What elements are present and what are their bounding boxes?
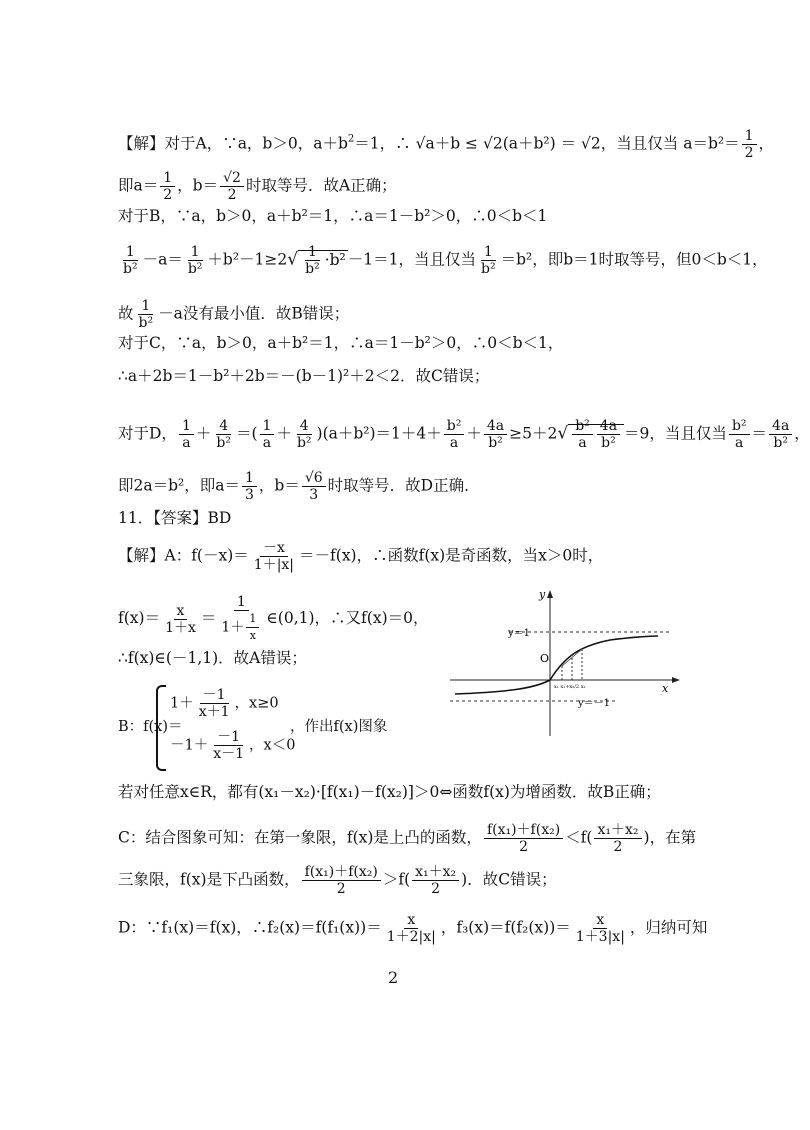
asymptote-bottom-label: y＝－1 [578,698,611,709]
line-a-equality: 即a＝ $\frac{1}{2}$ ，b＝ $\frac{√2}{2}$ 时取等号．故A正确； [118,170,397,203]
line-b-inequality: $\frac{1}{\text{b²}}$ －a＝ $\frac{1}{\text{b²}}$ ＋b²－1≥2√ $\frac{1}{\text{b²}}$ ·b² －1＝1，当且仅当 $\frac{1}{\text{b²}}$ ＝b²，即b＝1时取等号，但0＜b＜1， [123,244,768,277]
line-13: ∴f(x)∈(－1,1)．故A错误； [118,649,307,667]
line-c-part1: C：结合图象可知：在第一象限，f(x)是上凸的函数， $\frac{\text{f(x₁)＋f(x₂)}}{2}$ ＜f( $\frac{\text{x₁＋x₂}}{2}$ )，在第 [118,822,697,855]
asymptote-top-label: y＝1 [508,628,531,639]
line-c-intro: 对于C，∵a，b＞0，a＋b²＝1，∴a＝1－b²＞0，∴0＜b＜1， [118,334,564,352]
line-12: f(x)＝ $\frac{x}{1+x}$ ＝ 1 1＋ $\frac{1}{x}$ ∈(0,1)，∴又f(x)＝0， [118,594,429,642]
tick-labels: x₁ x₁+x₂/2 x₂ [554,684,586,690]
y-axis-label: y [539,588,546,601]
origin-label: O [540,652,550,665]
fraction-half: $\frac{1}{2}$ [742,128,757,161]
page-number: 2 [388,968,399,987]
x-axis-label: x [662,682,669,695]
answer-heading: 11．【答案】BD [118,509,232,527]
line-d-induction: D：∵f₁(x)＝f(x)，∴f₂(x)＝f(f₁(x))＝ $\frac{x}{1+2|x|}$ ，f₃(x)＝f(f₂(x))＝ $\frac{x}{1+3|x|}$ ，归纳可知 [118,912,708,945]
line-a-intro: 【解】对于A，∵a，b＞0，$a+b^2=1$，∴ √a＋b ≤ √2(a＋b²) ＝ √2，当且仅当 a＝b²＝ $\frac{1}{2}$ ， [118,128,775,161]
function-graph [450,588,680,736]
line-b-conclusion: 故 $\frac{1}{\text{b²}}$ －a没有最小值．故B错误； [118,298,350,331]
line-c-conclusion: ∴a＋2b＝1－b²＋2b＝－(b－1)²＋2＜2．故C错误； [118,367,490,385]
line-11a: 【解】A：f(－x)＝ $\frac{-x}{1+|x|}$ ＝－f(x)，∴函数f(x)是奇函数，当x＞0时， [118,540,604,573]
inequality-a: √a＋b ≤ √2(a＋b²) ＝ √2 [415,134,601,153]
line-c-part2: 三象限，f(x)是下凸函数， $\frac{\text{f(x₁)＋f(x₂)}}{2}$ ＞f( $\frac{\text{x₁＋x₂}}{2}$ )．故C错误； [118,864,557,897]
line-d-inequality: 对于D， $\frac{1}{a}$ ＋ $\frac{4}{\text{b²}}$ ＝( $\frac{1}{a}$ ＋ $\frac{4}{\text{b²}}$ )(a＋b²)＝1＋4＋ $\frac{\text{b²}}{a}$ ＋ $\frac{4a}{\text{b²}}$ ≥5＋2√ $\frac{\text{b²}}{a}$ $\frac{4a}{\text{b²}}$ ＝9，当且仅当 $\frac{\text{b²}}{a}$ ＝ $\frac{4a}{\text{b²}}$ ， [118,418,810,451]
line-b-intro: 对于B，∵a，b＞0，a＋b²＝1，∴a＝1－b²＞0，∴0＜b＜1 [118,207,548,225]
line-d-conclusion: 即2a＝b²，即a＝ $\frac{1}{3}$ ，b＝ $\frac{√6}{3}$ 时取等号．故D正确． [118,470,480,503]
y-axis-arrow [547,590,553,598]
x-axis-arrow [672,677,680,683]
line-b-conclusion-2: 若对任意x∈R，都有(x₁－x₂)·[f(x₁)－f(x₂)]＞0⇔函数f(x)为增函数．故B正确； [118,783,661,801]
